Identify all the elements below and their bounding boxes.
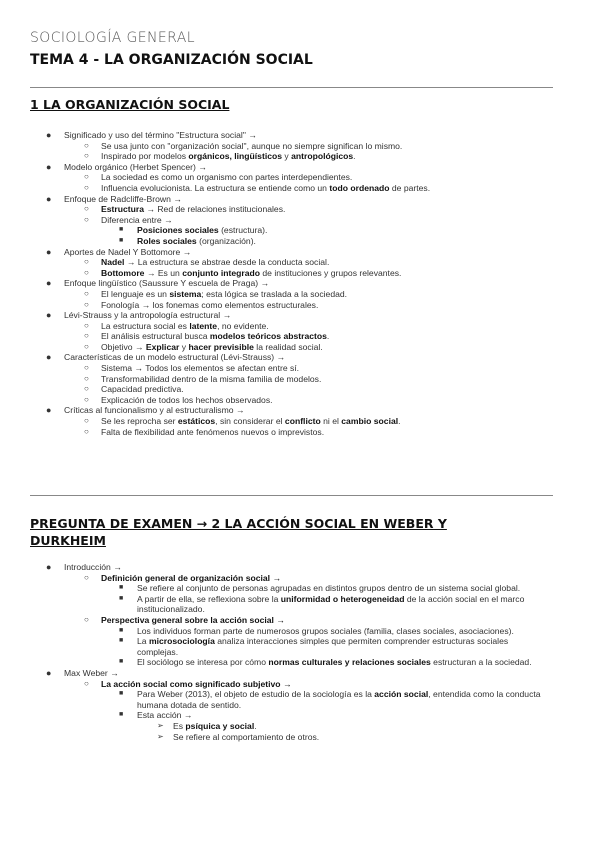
- list-item: [0, 172, 600, 183]
- list-item-text: [101, 300, 600, 311]
- text-run: Los individuos forman parte de numerosos grupos sociales (familia, clases sociales, asociaciones).: [137, 625, 514, 636]
- bold-text: Nadel: [101, 257, 125, 268]
- list-item-text: [101, 151, 600, 162]
- bullet-icon: ○: [84, 341, 89, 351]
- bullet-icon: ■: [119, 584, 124, 592]
- bullet-icon: ■: [119, 690, 124, 698]
- bullet-icon: ●: [46, 310, 52, 321]
- text-run: Aportes de Nadel Y Bottomore →: [64, 246, 192, 257]
- text-run: .: [254, 720, 257, 731]
- bullet-icon: ○: [84, 204, 89, 214]
- list-item: [0, 416, 600, 427]
- list-item: [0, 321, 600, 332]
- bullet-icon: ●: [46, 278, 52, 289]
- bold-text: microsociología: [148, 636, 215, 647]
- subject-label: SOCIOLOGÍA GENERAL: [30, 30, 195, 46]
- text-run: .: [326, 331, 330, 342]
- list-item: [0, 300, 600, 311]
- list-item-text: [173, 732, 600, 743]
- text-run: Se refiere al conjunto de personas agrupadas en distintos grupos dentro de un sistema social global.: [137, 583, 521, 594]
- list-item: [0, 710, 600, 721]
- bold-text: Explicar: [145, 341, 180, 352]
- list-item-text: [64, 247, 600, 258]
- list-item-text: [137, 689, 549, 710]
- list-item: [0, 384, 600, 395]
- text-run: Características de un modelo estructural (Lévi-Strauss) →: [64, 352, 286, 363]
- section-heading-2: PREGUNTA DE EXAMEN → 2 LA ACCIÓN SOCIAL EN WEBER Y DURKHEIM: [30, 516, 447, 548]
- bold-text: cambio social: [341, 416, 399, 427]
- bold-text: hacer previsible: [188, 341, 254, 352]
- text-run: Max Weber →: [64, 667, 119, 678]
- list-item-text: [137, 636, 549, 657]
- text-run: → Red de relaciones institucionales.: [143, 204, 286, 215]
- bold-text: todo ordenado: [329, 182, 390, 193]
- list-item-text: [101, 172, 600, 183]
- list-item: [0, 573, 600, 584]
- list-item: [0, 204, 600, 215]
- bold-text: Roles sociales: [137, 235, 197, 246]
- text-run: de partes.: [389, 182, 431, 193]
- list-item-text: [64, 162, 600, 173]
- text-run: Para Weber (2013), el objeto de estudio de la sociología es la: [137, 689, 375, 700]
- text-run: , no evidente.: [217, 320, 269, 331]
- list-item: [0, 594, 600, 615]
- text-run: .: [353, 151, 356, 162]
- list-item: [0, 679, 600, 690]
- bold-text: acción social: [374, 689, 429, 700]
- list-item-text: [101, 395, 600, 406]
- text-run: Capacidad predictiva.: [101, 384, 184, 395]
- bold-text: conjunto integrado: [182, 267, 261, 278]
- list-item-text: [101, 183, 600, 194]
- bullet-icon: ○: [84, 140, 89, 150]
- text-run: El sociólogo se interesa por cómo: [137, 657, 269, 668]
- list-item-text: [101, 289, 600, 300]
- text-run: Influencia evolucionista. La estructura se entiende como un: [101, 182, 330, 193]
- list-item: [0, 626, 600, 637]
- list-item-text: [101, 342, 600, 353]
- text-run: (organización).: [196, 235, 256, 246]
- bullet-icon: ■: [119, 711, 124, 719]
- bullet-icon: ○: [84, 416, 89, 426]
- text-run: Introducción →: [64, 562, 122, 572]
- text-run: → La estructura se abstrae desde la conducta social.: [124, 257, 330, 268]
- list-item-text: [101, 679, 600, 690]
- text-run: Modelo orgánico (Herbet Spencer) →: [64, 161, 207, 172]
- text-run: Falta de flexibilidad ante fenómenos nuevos o imprevistos.: [101, 426, 325, 437]
- list-item-text: [64, 405, 600, 416]
- bullet-icon: ○: [84, 288, 89, 298]
- list-item-text: [137, 583, 549, 594]
- bullet-icon: ■: [119, 236, 124, 244]
- bold-text: psíquica y social: [185, 720, 255, 731]
- text-run: → Es un: [144, 267, 183, 278]
- bold-text: uniformidad o heterogeneidad: [280, 593, 405, 604]
- list-item: [0, 268, 600, 279]
- text-run: Se usa junto con "organización social", aunque no siempre significan lo mismo.: [101, 140, 403, 151]
- list-item-text: [101, 141, 600, 152]
- bullet-icon: ■: [119, 226, 124, 234]
- divider: [30, 87, 553, 88]
- text-run: ; esta lógica se traslada a la sociedad.: [201, 288, 348, 299]
- bullet-icon: ●: [46, 246, 52, 257]
- bold-text: normas culturales y relaciones sociales: [268, 657, 431, 668]
- bold-text: La acción social como significado subjetivo →: [101, 678, 292, 689]
- bullet-icon: ○: [84, 394, 89, 404]
- list-item-text: [137, 657, 549, 668]
- bullet-icon: ○: [84, 299, 89, 309]
- text-run: (estructura).: [218, 225, 268, 236]
- list-item-text: [64, 310, 600, 321]
- bullet-icon: ○: [84, 214, 89, 224]
- list-item-text: [101, 215, 600, 226]
- text-run: y: [179, 341, 189, 352]
- text-run: Inspirado por modelos: [101, 151, 189, 162]
- list-item: [0, 183, 600, 194]
- text-run: Enfoque de Radcliffe-Brown →: [64, 193, 182, 204]
- text-run: Diferencia entre →: [101, 214, 173, 225]
- bold-text: Bottomore: [101, 267, 145, 278]
- bullet-icon: ○: [84, 172, 89, 182]
- list-item-text: [101, 374, 600, 385]
- text-run: , entendida como la conducta humana dotada de sentido.: [137, 689, 541, 710]
- bold-text: sistema: [169, 288, 202, 299]
- list-item: [0, 732, 600, 743]
- list-item-text: [101, 384, 600, 395]
- bullet-icon: ●: [46, 405, 52, 416]
- bold-text: Estructura: [101, 204, 144, 215]
- text-run: Significado y uso del término "Estructura social" →: [64, 130, 257, 140]
- text-run: Lévi-Strauss y la antropología estructural →: [64, 310, 232, 321]
- bullet-icon: ○: [84, 151, 89, 161]
- list-item: [0, 427, 600, 438]
- list-item: [0, 278, 600, 289]
- list-item-text: [137, 594, 549, 615]
- text-run: El análisis estructural busca: [101, 331, 210, 342]
- list-item-text: [173, 721, 600, 732]
- list-item: [0, 615, 600, 626]
- list-item: [0, 405, 600, 416]
- bold-text: antropológicos: [291, 151, 354, 162]
- list-item: [0, 257, 600, 268]
- list-item: [0, 395, 600, 406]
- list-item-text: [101, 363, 600, 374]
- text-run: , sin considerar el: [215, 416, 285, 427]
- bullet-icon: ○: [84, 614, 89, 624]
- section-heading-1: 1 LA ORGANIZACIÓN SOCIAL: [30, 97, 230, 112]
- list-item-text: [101, 204, 600, 215]
- list-item-text: [101, 427, 600, 438]
- text-run: estructuran a la sociedad.: [430, 657, 532, 668]
- bullet-icon: ○: [84, 678, 89, 688]
- text-run: y: [282, 151, 292, 162]
- bullet-icon: ➢: [157, 731, 164, 741]
- list-item: [0, 215, 600, 226]
- bullet-icon: ○: [84, 363, 89, 373]
- text-run: Explicación de todos los hechos observados.: [101, 394, 273, 405]
- text-run: La estructura social es: [101, 320, 190, 331]
- section-1-list: [0, 130, 600, 437]
- list-item: [0, 310, 600, 321]
- text-run: de instituciones y grupos relevantes.: [260, 267, 402, 278]
- bullet-icon: ○: [84, 331, 89, 341]
- list-item: [0, 583, 600, 594]
- bullet-icon: ●: [46, 193, 52, 204]
- list-item: [0, 331, 600, 342]
- list-item-text: [64, 352, 600, 363]
- list-item-text: [101, 615, 600, 626]
- list-item-text: [137, 236, 549, 247]
- text-run: Sistema → Todos los elementos se afectan entre sí.: [101, 363, 300, 374]
- text-run: Es: [173, 720, 186, 731]
- list-item-text: [137, 710, 549, 721]
- list-item: [0, 363, 600, 374]
- bullet-icon: ■: [119, 658, 124, 666]
- bold-text: latente: [189, 320, 218, 331]
- text-run: Objetivo →: [101, 341, 146, 352]
- list-item-text: [64, 668, 600, 679]
- list-item: [0, 562, 600, 573]
- list-item-text: [101, 416, 600, 427]
- list-item: [0, 151, 600, 162]
- bullet-icon: ●: [46, 562, 52, 572]
- bullet-icon: ➢: [157, 720, 164, 730]
- list-item: [0, 289, 600, 300]
- section-2-list: [0, 562, 600, 742]
- list-item: [0, 247, 600, 258]
- bullet-icon: ■: [119, 626, 124, 634]
- list-item-text: [64, 278, 600, 289]
- bullet-icon: ○: [84, 426, 89, 436]
- list-item-text: [101, 573, 600, 584]
- text-run: Transformabilidad dentro de la misma familia de modelos.: [101, 373, 322, 384]
- text-run: ni el: [320, 416, 342, 427]
- list-item: [0, 141, 600, 152]
- list-item: [0, 352, 600, 363]
- list-item: [0, 162, 600, 173]
- list-item: [0, 194, 600, 205]
- bullet-icon: ○: [84, 320, 89, 330]
- bullet-icon: ●: [46, 161, 52, 172]
- list-item-text: [137, 225, 549, 236]
- list-item-text: [101, 257, 600, 268]
- bold-text: Perspectiva general sobre la acción social →: [101, 614, 285, 625]
- list-item: [0, 636, 600, 657]
- list-item: [0, 130, 600, 141]
- list-item: [0, 689, 600, 710]
- bullet-icon: ●: [46, 130, 52, 140]
- bold-text: Definición general de organización social →: [101, 572, 282, 583]
- text-run: analiza interacciones simples que permiten comprender estructuras sociales complejas.: [137, 636, 509, 657]
- bullet-icon: ■: [119, 594, 124, 602]
- list-item-text: [101, 321, 600, 332]
- bullet-icon: ○: [84, 373, 89, 383]
- text-run: Fonología → los fonemas como elementos estructurales.: [101, 299, 319, 310]
- list-item-text: [64, 562, 600, 573]
- text-run: de la acción social en el marco institucionalizado.: [137, 593, 525, 615]
- list-item-text: [101, 268, 600, 279]
- bullet-icon: ○: [84, 257, 89, 267]
- bullet-icon: ■: [119, 637, 124, 645]
- text-run: Enfoque lingüístico (Saussure Y escuela de Praga) →: [64, 278, 270, 289]
- list-item: [0, 374, 600, 385]
- text-run: Esta acción →: [137, 710, 193, 721]
- bold-text: estáticos: [177, 416, 216, 427]
- text-run: Se les reprocha ser: [101, 416, 178, 427]
- bold-text: orgánicos, lingüísticos: [188, 151, 283, 162]
- bullet-icon: ●: [46, 352, 52, 363]
- bullet-icon: ○: [84, 182, 89, 192]
- text-run: Críticas al funcionalismo y al estructuralismo →: [64, 405, 245, 416]
- bold-text: modelos teóricos abstractos: [209, 331, 327, 342]
- divider: [30, 495, 553, 496]
- list-item: [0, 225, 600, 236]
- text-run: la realidad social.: [253, 341, 323, 352]
- text-run: A partir de ella, se reflexiona sobre la: [137, 593, 281, 604]
- topic-title: TEMA 4 - LA ORGANIZACIÓN SOCIAL: [30, 52, 313, 68]
- bullet-icon: ●: [46, 667, 52, 678]
- text-run: .: [398, 416, 401, 427]
- list-item-text: [64, 130, 600, 141]
- bold-text: Posiciones sociales: [137, 225, 219, 236]
- list-item: [0, 342, 600, 353]
- bold-text: conflicto: [284, 416, 321, 427]
- text-run: La sociedad es como un organismo con partes interdependientes.: [101, 172, 353, 183]
- bullet-icon: ○: [84, 384, 89, 394]
- text-run: La: [137, 636, 149, 647]
- text-run: El lenguaje es un: [101, 288, 170, 299]
- list-item: [0, 721, 600, 732]
- list-item: [0, 236, 600, 247]
- list-item-text: [64, 194, 600, 205]
- bullet-icon: ○: [84, 572, 89, 582]
- list-item: [0, 657, 600, 668]
- list-item-text: [137, 626, 549, 637]
- list-item: [0, 668, 600, 679]
- bullet-icon: ○: [84, 267, 89, 277]
- text-run: Se refiere al comportamiento de otros.: [173, 731, 320, 742]
- list-item-text: [101, 331, 600, 342]
